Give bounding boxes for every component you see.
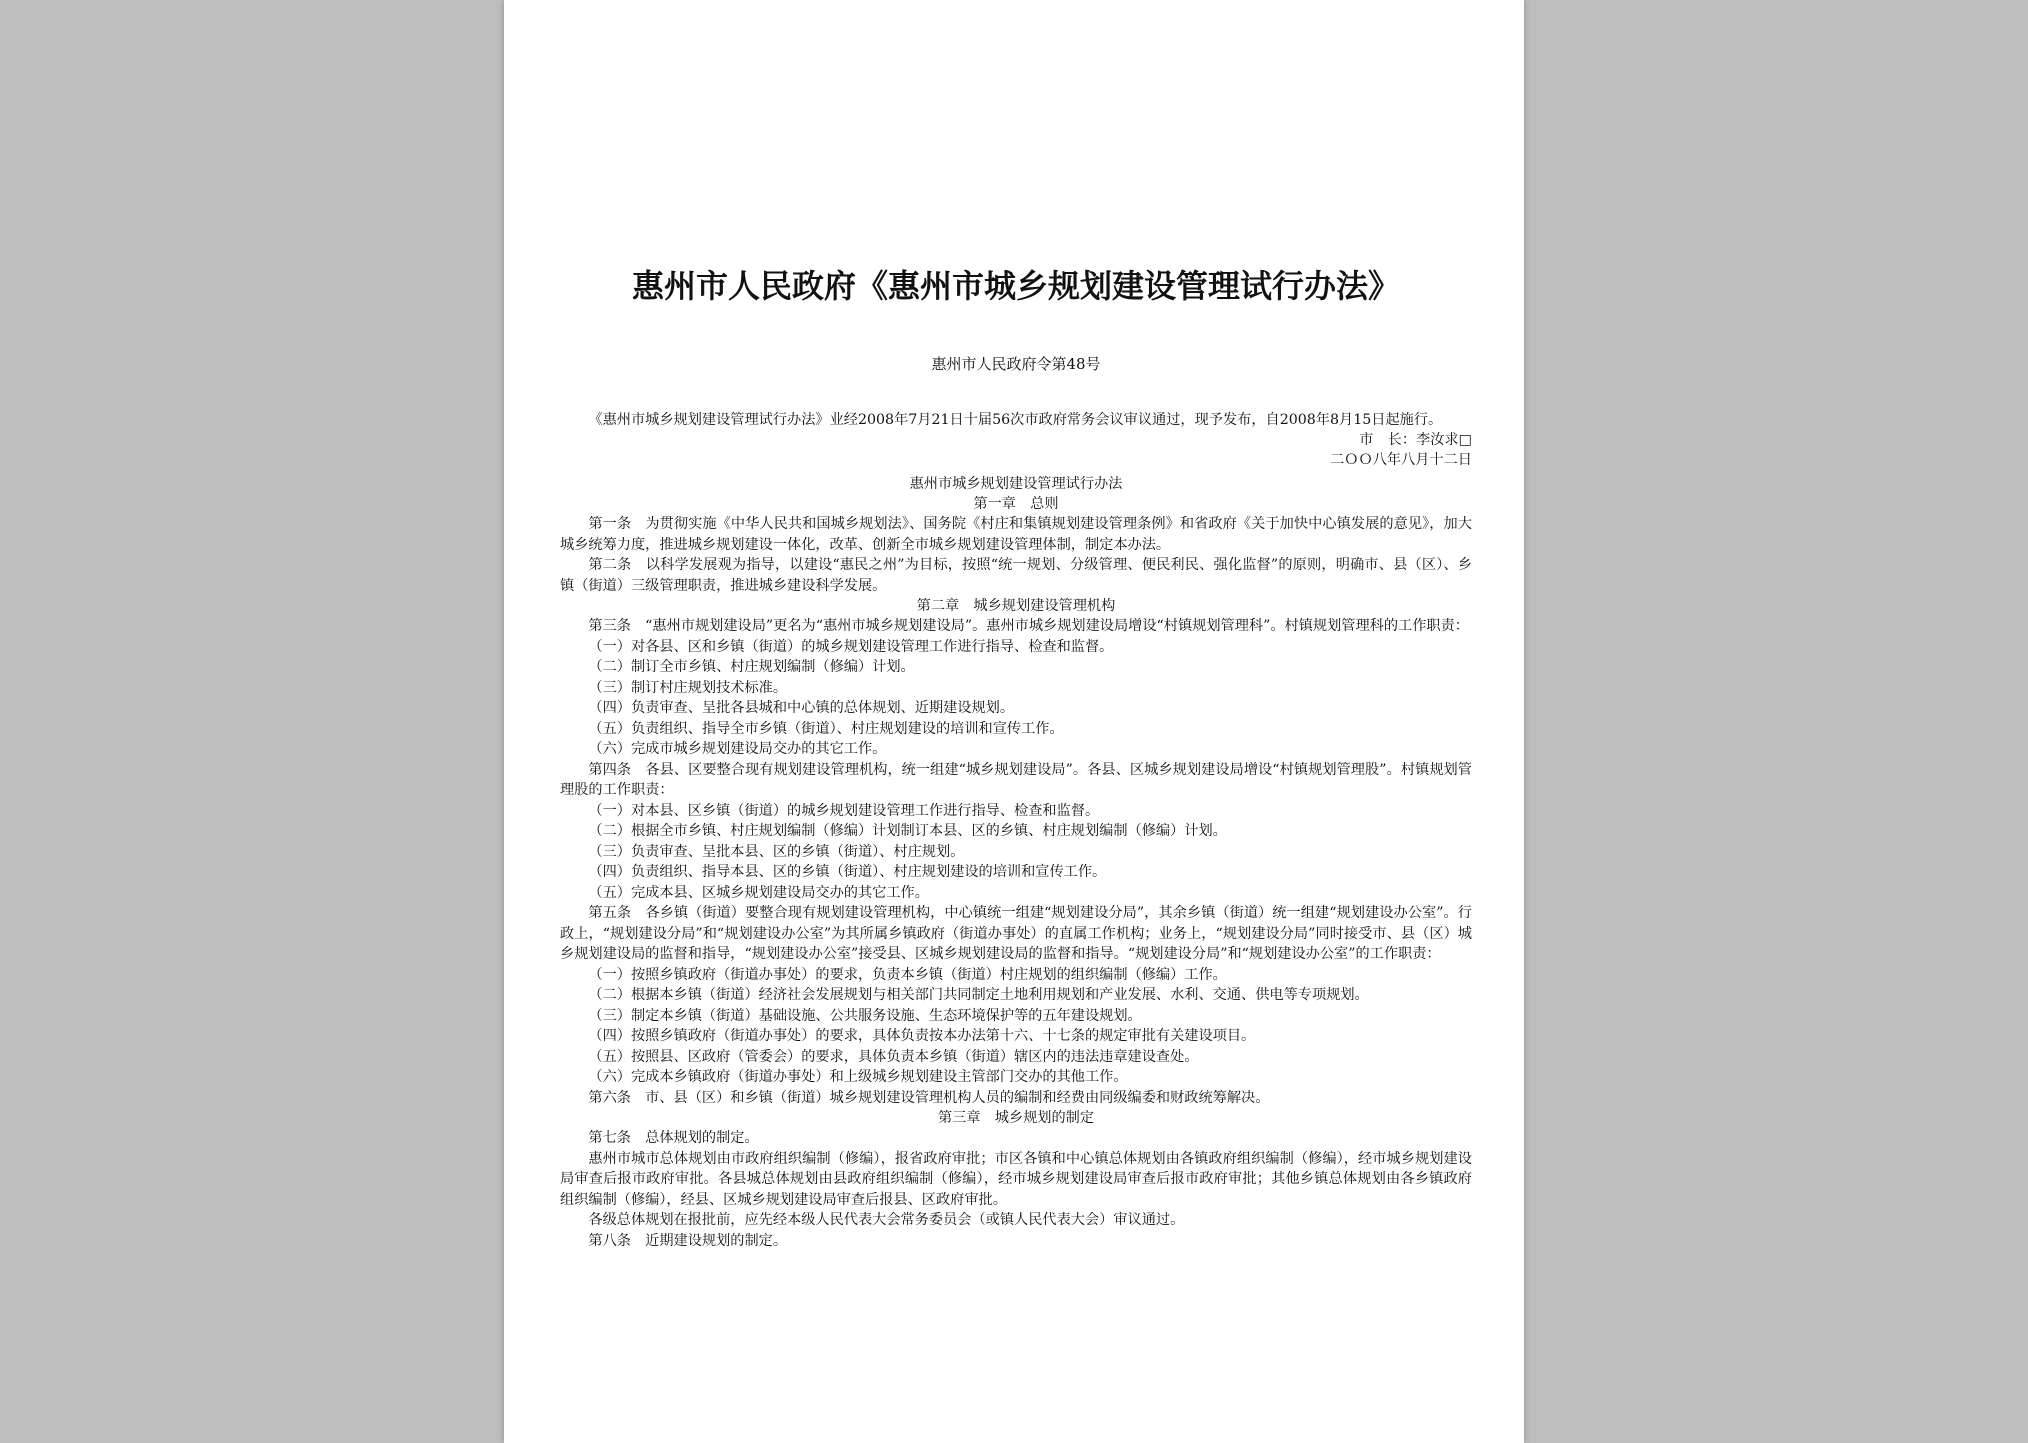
article-paragraph: （三）制定本乡镇（街道）基础设施、公共服务设施、生态环境保护等的五年建设规划。: [588, 1007, 1142, 1024]
article-paragraph: （二）制订全市乡镇、村庄规划编制（修编）计划。: [588, 659, 915, 675]
article-paragraph: 第六条 市、县（区）和乡镇（街道）城乡规划建设管理机构人员的编制和经费由同级编委和财政统筹解决。: [588, 1089, 1270, 1106]
article-paragraph: 第一条 为贯彻实施《中华人民共和国城乡规划法》、国务院《村庄和集镇规划建设管理条例》和省政府《关于加快中心镇发展的意见》，加大城乡统筹力度，推进城乡规划建设一体化，改革、创新全市城乡规划建设管理体制，制定本办法。: [560, 516, 1472, 553]
article-paragraph: （四）负责审查、呈批各县城和中心镇的总体规划、近期建设规划。: [588, 700, 1015, 716]
article-paragraph: （一）按照乡镇政府（街道办事处）的要求，负责本乡镇（街道）村庄规划的组织编制（修编）工作。: [588, 966, 1227, 983]
article-paragraph: 惠州市城市总体规划由市政府组织编制（修编），报省政府审批；市区各镇和中心镇总体规划由各镇政府组织编制（修编），经市城乡规划建设局审查后报市政府审批。各县城总体规划由县政府组织编制（修编），经市城乡规划建设局审查后报市政府审批；其他乡镇总体规划由各乡镇政府组织编制（修编），经县、区城乡规划建设局审查后报县、区政府审批。: [560, 1150, 1472, 1208]
article-paragraph: （三）负责审查、呈批本县、区的乡镇（街道）、村庄规划。: [588, 843, 965, 860]
regulation-body: [560, 494, 1472, 1251]
article-paragraph: （一）对本县、区乡镇（街道）的城乡规划建设管理工作进行指导、检查和监督。: [588, 802, 1100, 819]
article-paragraph: 第七条 总体规划的制定。: [588, 1130, 759, 1146]
article-paragraph: （四）负责组织、指导本县、区的乡镇（街道）、村庄规划建设的培训和宣传工作。: [588, 864, 1107, 880]
order-number: 惠州市人民政府令第48号: [931, 355, 1101, 373]
article-paragraph: （二）根据全市乡镇、村庄规划编制（修编）计划制订本县、区的乡镇、村庄规划编制（修编）计划。: [588, 823, 1227, 839]
article-paragraph: 第三条 “惠州市规划建设局”更名为“惠州市城乡规划建设局”。惠州市城乡规划建设局增设“村镇规划管理科”。村镇规划管理科的工作职责：: [588, 618, 1469, 634]
intro-paragraph: 《惠州市城乡规划建设管理试行办法》业经2008年7月21日十届56次市政府常务会议审议通过，现予发布，自2008年8月15日起施行。: [588, 412, 1443, 428]
article-paragraph: （五）完成本县、区城乡规划建设局交办的其它工作。: [588, 884, 929, 901]
chapter-heading: 第二章 城乡规划建设管理机构: [916, 598, 1116, 614]
article-paragraph: 第五条 各乡镇（街道）要整合现有规划建设管理机构，中心镇统一组建“规划建设分局”，其余乡镇（街道）统一组建“规划建设办公室”。行政上，“规划建设分局”和“规划建设办公室”为其所属乡镇政府（街道办事处）的直属工作机构；业务上，“规划建设分局”同时接受市、县（区）城乡规划建设局的监督和指导，“规划建设办公室”接受县、区城乡规划建设局的监督和指导。“规划建设分局”和“规划建设办公室”的工作职责：: [560, 905, 1472, 962]
article-paragraph: （二）根据本乡镇（街道）经济社会发展规划与相关部门共同制定土地利用规划和产业发展、水利、交通、供电等专项规划。: [588, 987, 1369, 1003]
document-page: [504, 0, 1524, 1443]
article-paragraph: （一）对各县、区和乡镇（街道）的城乡规划建设管理工作进行指导、检查和监督。: [588, 638, 1114, 655]
mayor-signature: 市 长：李汝求□: [1359, 432, 1472, 448]
chapter-heading: 第一章 总则: [973, 496, 1059, 512]
article-paragraph: （五）按照县、区政府（管委会）的要求，具体负责本乡镇（街道）辖区内的违法违章建设查处。: [588, 1048, 1199, 1065]
article-paragraph: 第八条 近期建设规划的制定。: [588, 1232, 788, 1249]
document-content: [560, 262, 1472, 1251]
article-paragraph: 各级总体规划在报批前，应先经本级人民代表大会常务委员会（或镇人民代表大会）审议通过。: [588, 1212, 1185, 1228]
article-paragraph: 第四条 各县、区要整合现有规划建设管理机构，统一组建“城乡规划建设局”。各县、区城乡规划建设局增设“村镇规划管理股”。村镇规划管理股的工作职责：: [560, 761, 1472, 798]
article-paragraph: （六）完成本乡镇政府（街道办事处）和上级城乡规划建设主管部门交办的其他工作。: [588, 1069, 1128, 1085]
chapter-heading: 第三章 城乡规划的制定: [937, 1110, 1095, 1126]
issue-date: 二ＯＯ八年八月十二日: [1330, 452, 1472, 468]
article-paragraph: （五）负责组织、指导全市乡镇（街道）、村庄规划建设的培训和宣传工作。: [588, 720, 1064, 737]
article-paragraph: 第二条 以科学发展观为指导，以建设“惠民之州”为目标，按照“统一规划、分级管理、便民利民、强化监督”的原则，明确市、县（区）、乡镇（街道）三级管理职责，推进城乡建设科学发展。: [560, 557, 1472, 594]
regulation-title: 惠州市城乡规划建设管理试行办法: [909, 476, 1123, 492]
article-paragraph: （三）制订村庄规划技术标准。: [588, 679, 788, 696]
article-paragraph: （六）完成市城乡规划建设局交办的其它工作。: [588, 741, 887, 757]
document-title: 惠州市人民政府《惠州市城乡规划建设管理试行办法》: [631, 267, 1400, 305]
article-paragraph: （四）按照乡镇政府（街道办事处）的要求，具体负责按本办法第十六、十七条的规定审批有关建设项目。: [588, 1028, 1256, 1044]
